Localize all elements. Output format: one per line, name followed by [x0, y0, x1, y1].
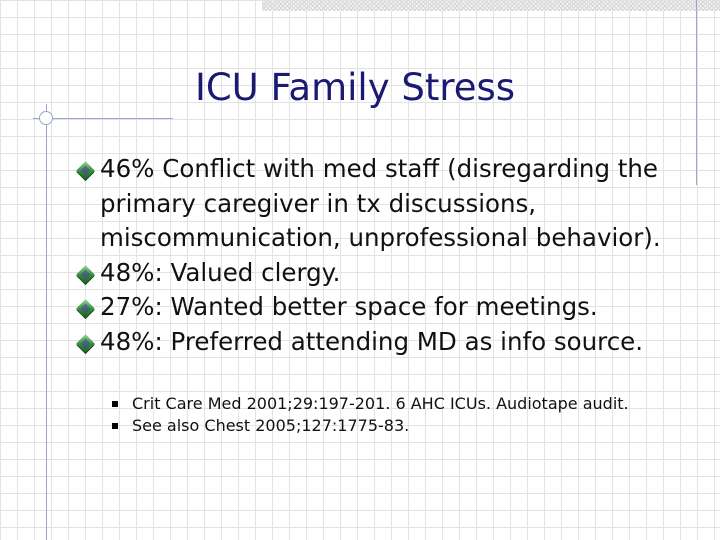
bullet-list [76, 152, 696, 359]
bullet-item [76, 152, 696, 256]
crosshair-circle-icon [39, 111, 53, 125]
top-decorative-band [262, 0, 720, 11]
reference-text: Crit Care Med 2001;29:197-201. 6 AHC ICUs. Audiotape audit. [132, 394, 629, 413]
diamond-bullet-icon [76, 334, 94, 352]
bullet-text: 46% Conflict with med staff (disregarding the primary caregiver in tx discussions, miscommunication, unprofessional behavior). [100, 154, 661, 252]
square-bullet-icon [112, 401, 118, 407]
bullet-text: 48%: Preferred attending MD as info source. [100, 326, 644, 356]
diamond-bullet-icon [76, 299, 94, 317]
bullet-item [76, 290, 696, 325]
diamond-bullet-icon [76, 265, 94, 283]
decorative-vertical-line-right [696, 0, 697, 185]
bullet-text: 27%: Wanted better space for meetings. [100, 292, 598, 321]
slide-title: ICU Family Stress [194, 66, 516, 109]
bullet-item [76, 325, 696, 360]
bullet-item [76, 256, 696, 291]
decorative-vertical-line [46, 104, 47, 540]
diamond-bullet-icon [76, 161, 94, 179]
reference-item [112, 394, 672, 413]
reference-list [112, 394, 672, 435]
reference-text: See also Chest 2005;127:1775-83. [132, 416, 410, 435]
square-bullet-icon [112, 423, 118, 429]
decorative-horizontal-line [33, 118, 173, 119]
reference-item [112, 416, 672, 435]
bullet-text: 48%: Valued clergy. [100, 257, 341, 287]
